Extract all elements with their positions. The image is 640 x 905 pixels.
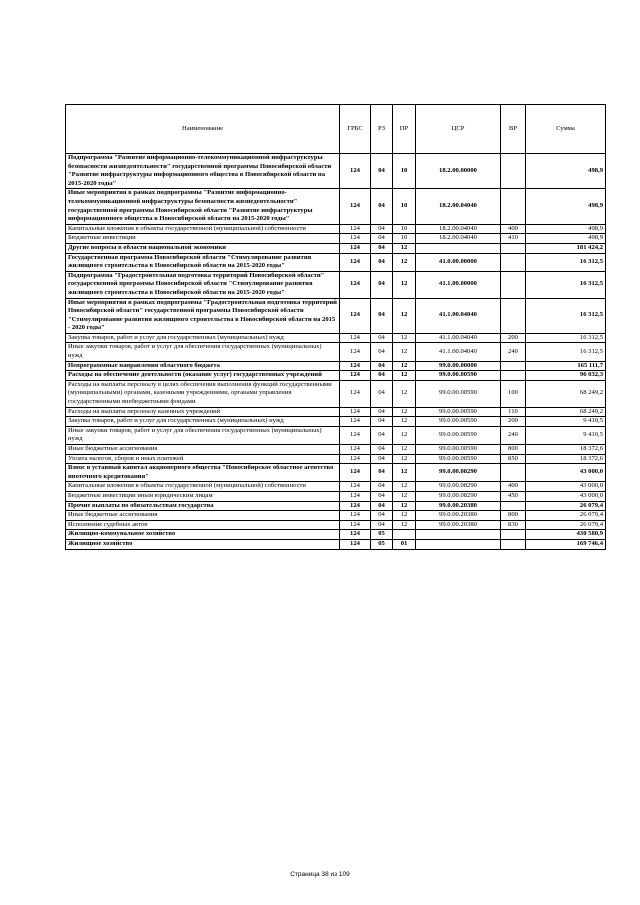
cell-sum: 68 249,2 [526,407,606,417]
cell-csr: 99.0.00.20380 [416,511,501,521]
cell-csr: 99.0.00.00590 [416,407,501,417]
cell-rz: 04 [371,371,393,381]
table-row [66,380,606,407]
cell-name: Исполнение судебных актов [66,520,340,530]
cell-vr [501,361,526,371]
cell-vr: 240 [501,426,526,444]
table-row [66,271,606,298]
cell-sum: 498,9 [526,224,606,234]
cell-sum: 16 312,5 [526,298,606,333]
cell-name: Непрограммные направления областного бюджета [66,361,340,371]
cell-grbs: 124 [340,224,371,234]
cell-sum: 498,9 [526,189,606,224]
cell-grbs: 124 [340,298,371,333]
cell-grbs: 124 [340,189,371,224]
cell-vr [501,154,526,189]
cell-name: Иные закупки товаров, работ и услуг для обеспечения государственных (муниципальных) нужд [66,343,340,361]
cell-grbs: 124 [340,343,371,361]
cell-sum: 169 746,4 [526,539,606,549]
cell-vr [501,371,526,381]
cell-rz: 04 [371,224,393,234]
cell-sum: 96 032,3 [526,371,606,381]
table-row [66,298,606,333]
cell-pr: 12 [393,445,416,455]
cell-csr: 99.0.00.08290 [416,464,501,482]
cell-grbs: 124 [340,361,371,371]
cell-grbs: 124 [340,454,371,464]
cell-name: Жилищное хозяйство [66,539,340,549]
cell-grbs: 124 [340,464,371,482]
cell-vr: 100 [501,380,526,407]
cell-pr: 12 [393,361,416,371]
cell-rz: 04 [371,520,393,530]
cell-name: Иные закупки товаров, работ и услуг для обеспечения государственных (муниципальных) нужд [66,426,340,444]
table-row [66,464,606,482]
table-row [66,343,606,361]
cell-sum: 16 312,5 [526,253,606,271]
cell-rz: 05 [371,530,393,540]
cell-sum: 498,9 [526,234,606,244]
cell-csr: 41.1.00.04040 [416,333,501,343]
cell-name: Закупка товаров, работ и услуг для государственных (муниципальных) нужд [66,417,340,427]
cell-pr: 12 [393,491,416,501]
cell-pr: 12 [393,380,416,407]
cell-grbs: 124 [340,482,371,492]
table-row [66,454,606,464]
cell-vr [501,253,526,271]
table-row [66,511,606,521]
table-row [66,482,606,492]
cell-name: Расходы на обеспечение деятельности (оказание услуг) государственных учреждений [66,371,340,381]
cell-rz: 04 [371,253,393,271]
cell-rz: 04 [371,464,393,482]
header-name: Наименование [66,105,340,154]
cell-rz: 04 [371,189,393,224]
cell-name: Закупка товаров, работ и услуг для государственных (муниципальных) нужд [66,333,340,343]
table-row [66,154,606,189]
cell-vr: 240 [501,343,526,361]
cell-vr [501,501,526,511]
cell-csr: 18.2.00.00000 [416,154,501,189]
cell-name: Иные бюджетные ассигнования [66,511,340,521]
cell-pr: 12 [393,371,416,381]
cell-name: Капитальные вложения в объекты государственной (муниципальной) собственности [66,224,340,234]
table-row [66,243,606,253]
table-row [66,520,606,530]
cell-pr: 12 [393,464,416,482]
cell-name: Другие вопросы в области национальной экономики [66,243,340,253]
cell-rz: 04 [371,333,393,343]
cell-rz: 04 [371,154,393,189]
cell-pr: 12 [393,298,416,333]
cell-grbs: 124 [340,371,371,381]
cell-vr: 410 [501,234,526,244]
cell-rz: 04 [371,511,393,521]
cell-rz: 04 [371,407,393,417]
cell-rz: 04 [371,417,393,427]
cell-rz: 04 [371,491,393,501]
cell-name: Расходы на выплаты персоналу в целях обеспечения выполнения функций государственными (муниципальными) органами, казенными учреждениями, органами управления государственными внебюджетными фондами [66,380,340,407]
cell-vr: 450 [501,491,526,501]
cell-csr: 99.0.00.00590 [416,454,501,464]
table-row [66,361,606,371]
cell-pr: 12 [393,511,416,521]
header-csr: ЦСР [416,105,501,154]
cell-rz: 04 [371,426,393,444]
table-row [66,333,606,343]
budget-table [65,104,606,550]
cell-pr [393,530,416,540]
cell-pr: 12 [393,243,416,253]
table-row [66,501,606,511]
cell-grbs: 124 [340,243,371,253]
cell-rz: 04 [371,243,393,253]
cell-rz: 04 [371,298,393,333]
cell-vr [501,298,526,333]
cell-csr: 99.0.00.00000 [416,361,501,371]
cell-grbs: 124 [340,380,371,407]
cell-csr [416,243,501,253]
cell-csr: 41.1.00.04040 [416,298,501,333]
cell-vr [501,243,526,253]
cell-vr: 400 [501,224,526,234]
table-row [66,530,606,540]
cell-pr: 12 [393,426,416,444]
cell-csr: 41.0.00.00000 [416,253,501,271]
cell-vr: 200 [501,417,526,427]
table-body [66,154,606,550]
cell-rz: 04 [371,343,393,361]
cell-pr: 12 [393,520,416,530]
header-sum: Сумма [526,105,606,154]
cell-rz: 04 [371,361,393,371]
cell-vr [501,530,526,540]
header-rz: РЗ [371,105,393,154]
cell-csr: 18.2.00.04040 [416,234,501,244]
cell-grbs: 124 [340,511,371,521]
cell-sum: 16 312,5 [526,271,606,298]
cell-pr: 12 [393,454,416,464]
cell-grbs: 124 [340,234,371,244]
cell-name: Расходы на выплаты персоналу казенных учреждений [66,407,340,417]
cell-pr: 12 [393,407,416,417]
cell-sum: 498,9 [526,154,606,189]
cell-csr: 18.2.00.04040 [416,189,501,224]
cell-csr: 99.0.00.20380 [416,520,501,530]
cell-vr: 800 [501,445,526,455]
cell-sum: 165 111,7 [526,361,606,371]
cell-vr: 400 [501,482,526,492]
cell-sum: 16 312,5 [526,333,606,343]
cell-name: Иные мероприятия в рамках подпрограммы "Градостроительная подготовка территорий Новосибирской области" государственной программы Новосибирской области "Стимулирование развития жилищного строительства в Новосибирской области на 2015 - 2020 годы" [66,298,340,333]
cell-csr: 18.2.00.04040 [416,224,501,234]
cell-rz: 04 [371,454,393,464]
page-number: Страница 38 из 109 [290,871,350,878]
cell-pr: 12 [393,333,416,343]
cell-grbs: 124 [340,333,371,343]
table-row [66,234,606,244]
cell-grbs: 124 [340,501,371,511]
cell-sum: 43 000,0 [526,464,606,482]
cell-csr [416,539,501,549]
cell-name: Подпрограмма "Градостроительная подготовка территорий Новосибирской области" государственной программы Новосибирской области "Стимулирование развития жилищного строительства в Новосибирской области на 2015-2020 годы" [66,271,340,298]
cell-sum: 430 580,9 [526,530,606,540]
table-row [66,491,606,501]
cell-grbs: 124 [340,491,371,501]
cell-sum: 43 000,0 [526,491,606,501]
cell-pr: 10 [393,234,416,244]
table-row [66,224,606,234]
cell-rz: 04 [371,482,393,492]
header-vr: ВР [501,105,526,154]
cell-csr: 41.1.00.04040 [416,343,501,361]
cell-sum: 26 079,4 [526,501,606,511]
cell-vr: 800 [501,511,526,521]
cell-vr: 110 [501,407,526,417]
cell-sum: 18 372,6 [526,445,606,455]
table-row [66,539,606,549]
cell-grbs: 124 [340,520,371,530]
cell-sum: 26 079,4 [526,520,606,530]
cell-grbs: 124 [340,445,371,455]
cell-pr: 10 [393,189,416,224]
cell-vr [501,539,526,549]
cell-name: Бюджетные инвестиции иным юридическим лицам [66,491,340,501]
cell-sum: 68 249,2 [526,380,606,407]
cell-name: Иные бюджетные ассигнования [66,445,340,455]
cell-grbs: 124 [340,539,371,549]
cell-name: Государственная программа Новосибирской области "Стимулирование развития жилищного строительства в Новосибирской области на 2015-2020 годы" [66,253,340,271]
cell-rz: 04 [371,234,393,244]
cell-name: Бюджетные инвестиции [66,234,340,244]
table-header-row [66,105,606,154]
cell-rz: 05 [371,539,393,549]
cell-grbs: 124 [340,426,371,444]
cell-sum: 18 372,6 [526,454,606,464]
table-row [66,445,606,455]
cell-sum: 26 079,4 [526,511,606,521]
cell-rz: 04 [371,271,393,298]
cell-csr: 99.0.00.08290 [416,491,501,501]
cell-pr: 12 [393,271,416,298]
cell-pr: 01 [393,539,416,549]
header-grbs: ГРБС [340,105,371,154]
table-row [66,407,606,417]
cell-pr: 12 [393,501,416,511]
cell-grbs: 124 [340,154,371,189]
cell-csr: 99.0.00.00590 [416,426,501,444]
cell-vr [501,271,526,298]
table-row [66,426,606,444]
cell-rz: 04 [371,501,393,511]
cell-sum: 9 410,5 [526,426,606,444]
table-row [66,253,606,271]
cell-rz: 04 [371,445,393,455]
cell-sum: 181 424,2 [526,243,606,253]
cell-name: Жилищно-коммунальное хозяйство [66,530,340,540]
cell-csr: 99.0.00.00590 [416,417,501,427]
cell-sum: 9 410,5 [526,417,606,427]
cell-name: Иные мероприятия в рамках подпрограммы "Развитие информационно-телекоммуникационной инфраструктуры безопасности жизнедеятельности" государственной программы Новосибирской области "Развитие инфраструктуры информационного общества в Новосибирской области на 2015-2020 годы" [66,189,340,224]
cell-pr: 12 [393,482,416,492]
cell-grbs: 124 [340,530,371,540]
cell-vr [501,464,526,482]
cell-pr: 10 [393,154,416,189]
cell-pr: 10 [393,224,416,234]
cell-name: Подпрограмма "Развитие информационно-телекоммуникационной инфраструктуры безопасности жизнедеятельности" государственной программы Новосибирской области "Развитие инфраструктуры информационного общества в Новосибирской области на 2015-2020 годы" [66,154,340,189]
cell-vr [501,189,526,224]
cell-grbs: 124 [340,253,371,271]
header-pr: ПР [393,105,416,154]
table-row [66,189,606,224]
cell-sum: 43 000,0 [526,482,606,492]
cell-csr [416,530,501,540]
cell-csr: 99.0.00.20380 [416,501,501,511]
cell-pr: 12 [393,253,416,271]
cell-pr: 12 [393,417,416,427]
table-row [66,371,606,381]
cell-grbs: 124 [340,407,371,417]
cell-pr: 12 [393,343,416,361]
table-row [66,417,606,427]
cell-vr: 850 [501,454,526,464]
cell-name: Прочие выплаты по обязательствам государства [66,501,340,511]
cell-grbs: 124 [340,271,371,298]
cell-csr: 99.0.00.00590 [416,445,501,455]
cell-csr: 41.1.00.00000 [416,271,501,298]
cell-csr: 99.0.00.08290 [416,482,501,492]
cell-csr: 99.0.00.00590 [416,371,501,381]
cell-sum: 16 312,5 [526,343,606,361]
cell-csr: 99.0.00.00590 [416,380,501,407]
cell-name: Уплата налогов, сборов и иных платежей [66,454,340,464]
cell-grbs: 124 [340,417,371,427]
cell-name: Взнос в уставный капитал акционерного общества "Новосибирское областное агентство ипотечного кредитования" [66,464,340,482]
cell-name: Капитальные вложения в объекты государственной (муниципальной) собственности [66,482,340,492]
cell-rz: 04 [371,380,393,407]
cell-vr: 200 [501,333,526,343]
cell-vr: 830 [501,520,526,530]
